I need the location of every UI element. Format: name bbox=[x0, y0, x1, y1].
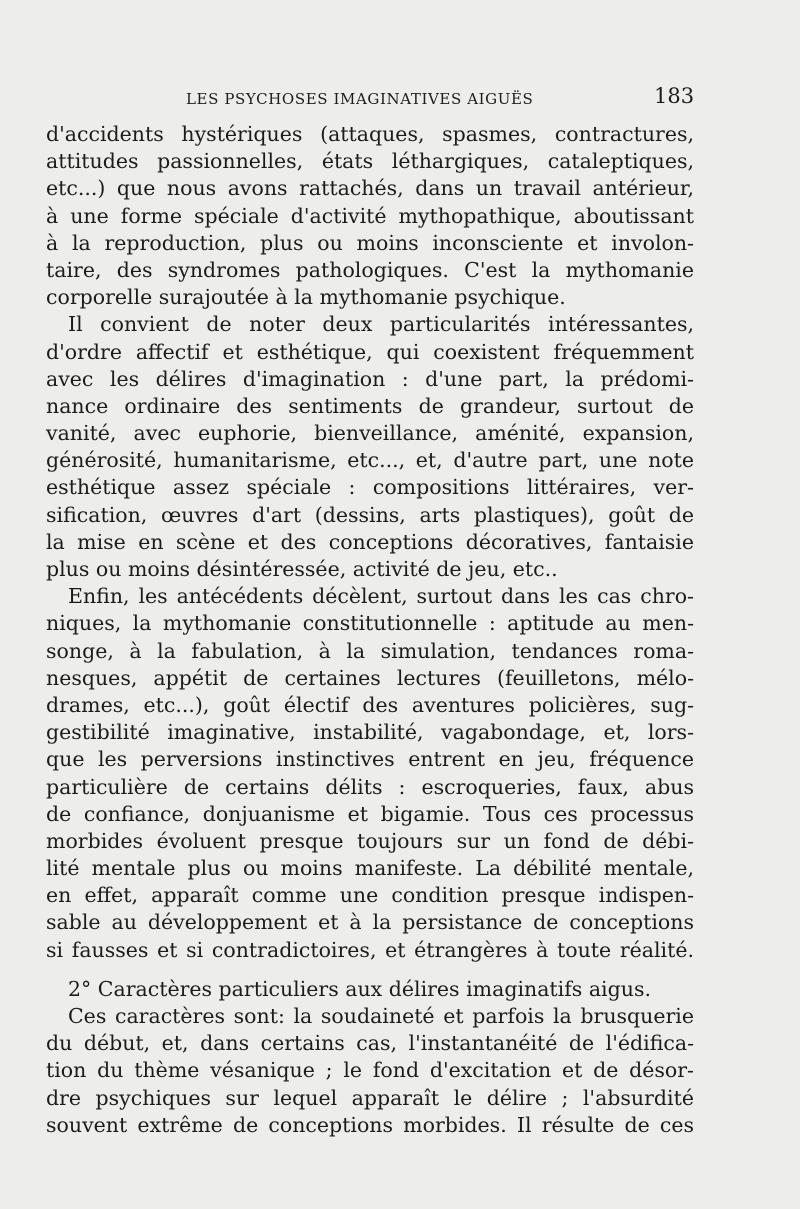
text-line: niques, la mythomanie constitutionnelle : aptitude au men- bbox=[46, 611, 694, 636]
text-line: en effet, apparaît comme une condition presque indispen- bbox=[46, 883, 694, 908]
text-line: attitudes passionnelles, états léthargiques, cataleptiques, bbox=[46, 149, 694, 174]
text-line: nesques, appétit de certaines lectures (feuilletons, mélo- bbox=[46, 665, 694, 690]
text-line: dre psychiques sur lequel apparaît le délire ; l'absurdité bbox=[46, 1085, 694, 1110]
text-line: à une forme spéciale d'activité mythopathique, aboutissant bbox=[46, 203, 694, 228]
text-line: du début, et, dans certains cas, l'instantanéité de l'édifica- bbox=[46, 1031, 694, 1056]
text-line: Enfin, les antécédents décèlent, surtout dans les cas chro- bbox=[68, 584, 694, 609]
text-line: de confiance, donjuanisme et bigamie. Tous ces processus bbox=[46, 801, 694, 826]
text-line: lité mentale plus ou moins manifeste. La débilité mentale, bbox=[46, 856, 694, 881]
text-line: gestibilité imaginative, instabilité, vagabondage, et, lors- bbox=[46, 720, 694, 745]
text-line: sification, œuvres d'art (dessins, arts plastiques), goût de bbox=[46, 502, 694, 527]
text-line: Ces caractères sont: la soudaineté et parfois la brusquerie bbox=[68, 1004, 694, 1028]
text-line: souvent extrême de conceptions morbides. Il résulte de ces bbox=[46, 1112, 694, 1137]
text-line: la mise en scène et des conceptions décoratives, fantaisie bbox=[46, 529, 694, 554]
section-gap bbox=[46, 964, 694, 976]
text-line: vanité, avec euphorie, bienveillance, aménité, expansion, bbox=[46, 421, 694, 446]
text-line: à la reproduction, plus ou moins inconsciente et involon- bbox=[46, 230, 694, 255]
page-number: 183 bbox=[654, 84, 695, 108]
text-line: d'ordre affectif et esthétique, qui coexistent fréquemment bbox=[46, 339, 694, 364]
text-line: si fausses et si contradictoires, et étrangères à toute réalité. bbox=[46, 937, 694, 962]
text-line: morbides évoluent presque toujours sur un fond de débi- bbox=[46, 828, 694, 853]
text-line: sable au développement et à la persistance de conceptions bbox=[46, 910, 694, 935]
text-line: songe, à la fabulation, à la simulation, tendances roma- bbox=[46, 638, 694, 663]
text-line: nance ordinaire des sentiments de grandeur, surtout de bbox=[46, 393, 694, 418]
page-header bbox=[0, 84, 800, 114]
text-line: tion du thème vésanique ; le fond d'excitation et de désor- bbox=[46, 1058, 694, 1083]
text-line: d'accidents hystériques (attaques, spasmes, contractures, bbox=[46, 122, 694, 146]
text-line: Il convient de noter deux particularités intéressantes, bbox=[68, 312, 694, 337]
text-line: drames, etc...), goût électif des aventures policières, sug- bbox=[46, 692, 694, 717]
section-heading: 2° Caractères particuliers aux délires imaginatifs aigus. bbox=[68, 976, 651, 1001]
text-line: avec les délires d'imagination : d'une part, la prédomi- bbox=[46, 366, 694, 391]
text-line: taire, des syndromes pathologiques. C'est la mythomanie bbox=[46, 257, 694, 282]
text-line: corporelle surajoutée à la mythomanie psychique. bbox=[46, 285, 566, 310]
text-line: etc...) que nous avons rattachés, dans un travail antérieur, bbox=[46, 176, 694, 201]
body-text bbox=[46, 121, 694, 1139]
text-line: générosité, humanitarisme, etc..., et, d'autre part, une note bbox=[46, 448, 694, 473]
text-line: esthétique assez spéciale : compositions littéraires, ver- bbox=[46, 475, 694, 500]
text-line: que les perversions instinctives entrent en jeu, fréquence bbox=[46, 747, 694, 772]
text-line: particulière de certains délits : escroqueries, faux, abus bbox=[46, 774, 694, 799]
running-title: LES PSYCHOSES IMAGINATIVES AIGUËS bbox=[186, 90, 534, 108]
text-line: plus ou moins désintéressée, activité de jeu, etc.. bbox=[46, 557, 558, 581]
